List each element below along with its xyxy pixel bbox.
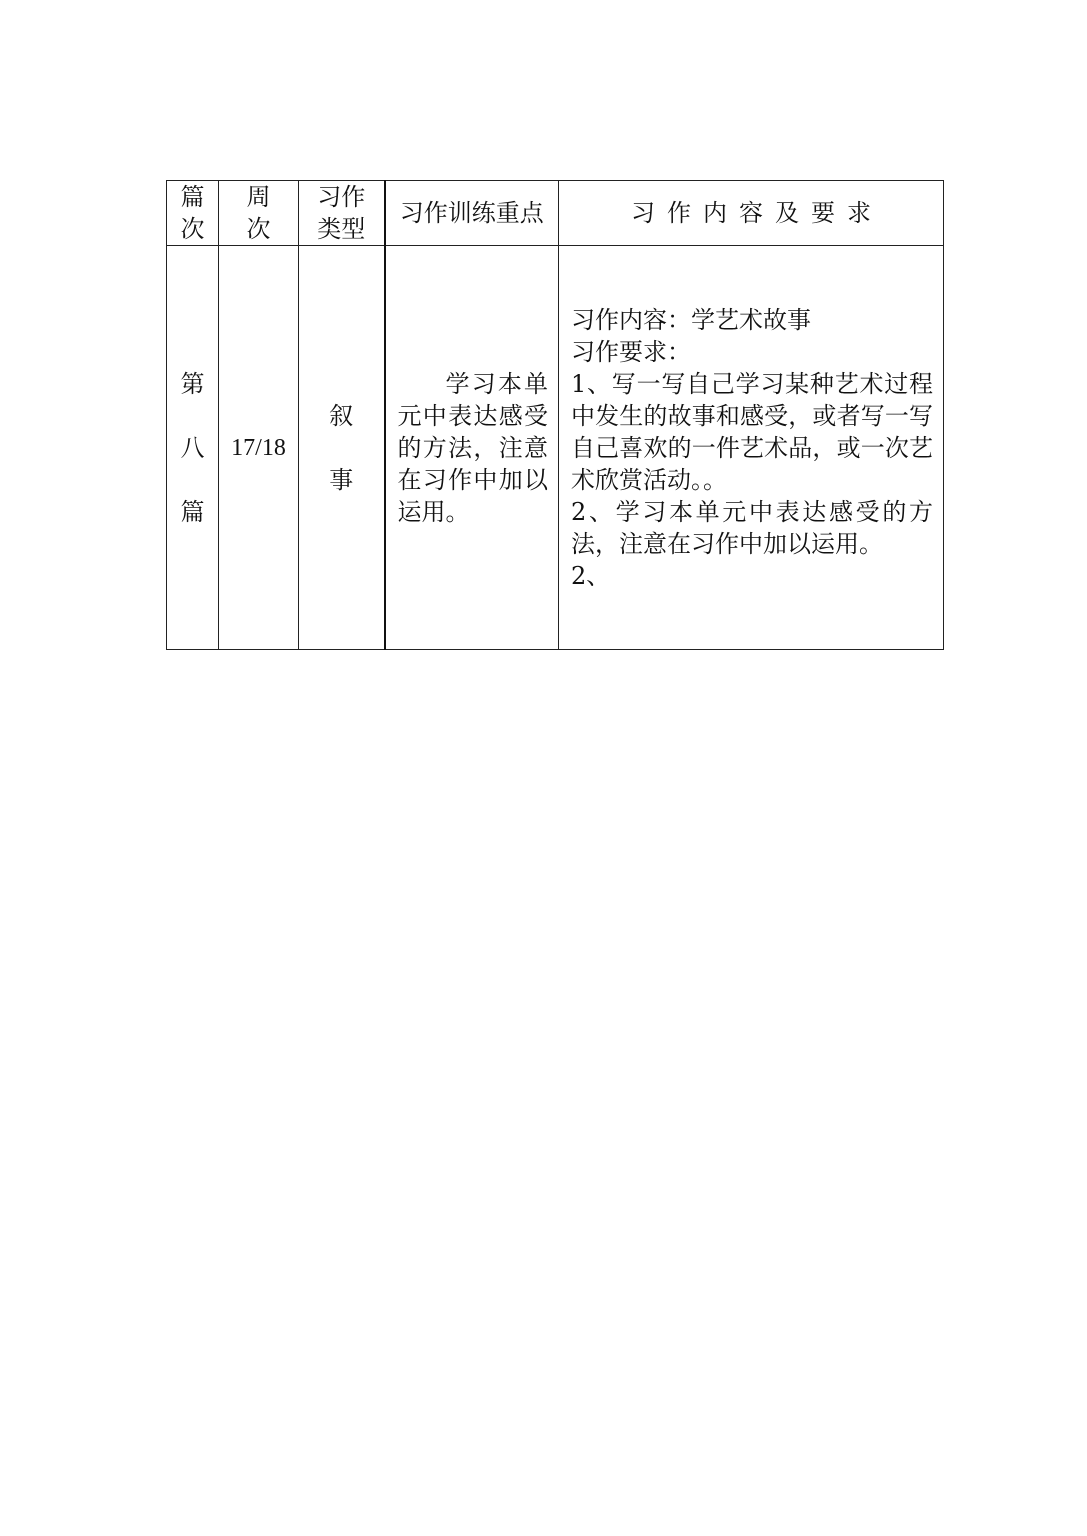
cell-week: 17/18 — [219, 246, 299, 650]
data-row — [167, 246, 944, 650]
header-content-label: 习作内容及要求 — [631, 199, 883, 227]
focus-text: 学习本单元中表达感受的方法，注意在习作中加以运用。 — [397, 369, 548, 526]
cell-content — [559, 246, 944, 650]
content-line-2: 习作要求： — [571, 337, 691, 366]
content-line-4: 2、学习本单元中表达感受的方法，注意在习作中加以运用。 — [571, 497, 933, 558]
header-week-line-2: 次 — [246, 215, 271, 243]
header-focus: 习作训练重点 — [385, 181, 559, 246]
type-char-1: 叙 — [329, 401, 354, 430]
content-line-5: 2、 — [571, 561, 611, 590]
header-section-line-2: 次 — [180, 215, 205, 243]
header-section — [167, 181, 219, 246]
header-week-line-1: 周 — [246, 183, 271, 211]
section-char-3: 篇 — [180, 497, 205, 526]
header-row — [167, 181, 944, 246]
header-type-line-1: 习作 — [317, 183, 366, 211]
cell-focus — [385, 246, 559, 650]
section-char-2: 八 — [180, 433, 205, 462]
type-char-2: 事 — [329, 465, 354, 494]
writing-plan-table — [166, 180, 944, 650]
cell-section — [167, 246, 219, 650]
content-line-1: 习作内容：学艺术故事 — [571, 305, 811, 334]
header-section-line-1: 篇 — [180, 183, 205, 211]
header-content — [559, 181, 944, 246]
header-type — [299, 181, 385, 246]
content-line-3: 1、写一写自己学习某种艺术过程中发生的故事和感受，或者写一写自己喜欢的一件艺术品，或一次艺术欣赏活动。。 — [571, 369, 933, 494]
header-week — [219, 181, 299, 246]
section-char-1: 第 — [180, 369, 205, 398]
header-type-line-2: 类型 — [317, 215, 366, 243]
cell-type — [299, 246, 385, 650]
